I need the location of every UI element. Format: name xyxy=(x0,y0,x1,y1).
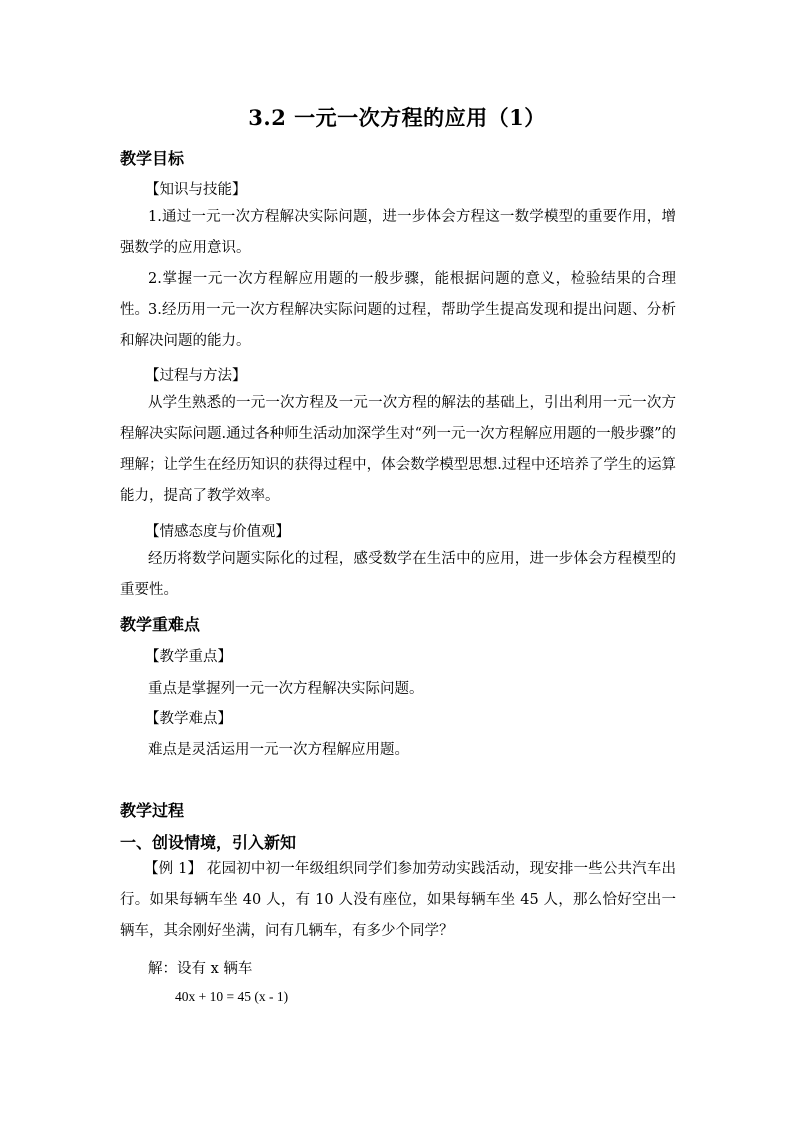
solution-text: 解：设有 x 辆车 xyxy=(148,961,253,977)
goal-item-1: 1.通过一元一次方程解决实际问题，进一步体会方程这一数学模型的重要作用，增强数学的应用意识。 xyxy=(120,209,676,256)
label-attitude: 【情感态度与价值观】 xyxy=(145,524,290,540)
label-process-method: 【过程与方法】 xyxy=(145,368,247,384)
goal-item-3: 3.经历用一元一次方程解决实际问题的过程，帮助学生提高发现和提出问题、分析和解决问题的能力。 xyxy=(120,302,676,349)
heading-goals: 教学目标 xyxy=(120,149,185,168)
label-focus: 【教学重点】 xyxy=(145,649,232,665)
label-difficulty: 【教学难点】 xyxy=(145,711,232,727)
heading-keypoints: 教学重难点 xyxy=(120,615,201,634)
focus-text: 重点是掌握列一元一次方程解决实际问题。 xyxy=(148,681,424,697)
attitude-text: 经历将数学问题实际化的过程，感受数学在生活中的应用，进一步体会方程模型的重要性。 xyxy=(120,551,676,598)
process-method-text: 从学生熟悉的一元一次方程及一元一次方程的解法的基础上，引出利用一元一次方程解决实际问题.通过各种师生活动加深学生对“列一元一次方程解应用题的一般步骤”的理解；让学生在经历知识的获得过程中，体会数学模型思想.过程中还培养了学生的运算能力，提高了教学效率。 xyxy=(120,395,676,504)
heading-process: 教学过程 xyxy=(120,801,185,820)
label-knowledge: 【知识与技能】 xyxy=(145,182,247,198)
goal-item-2: 2.掌握一元一次方程解应用题的一般步骤，能根据问题的意义，检验结果的合理性。 xyxy=(120,271,676,318)
heading-part1: 一、创设情境，引入新知 xyxy=(120,833,297,852)
example-1-text: 【例 1】 花园初中初一年级组织同学们参加劳动实践活动，现安排一些公共汽车出行。如果每辆车坐 40 人，有 10 人没有座位，如果每辆车坐 45 人，那么恰好空出一辆车，其余刚好坐满，问有几辆车，有多少个同学？ xyxy=(120,861,676,939)
equation-text: 40x + 10 = 45 (x - 1) xyxy=(175,989,289,1004)
difficulty-text: 难点是灵活运用一元一次方程解应用题。 xyxy=(148,742,409,758)
page-title: 3.2 一元一次方程的应用（1） xyxy=(248,105,546,130)
